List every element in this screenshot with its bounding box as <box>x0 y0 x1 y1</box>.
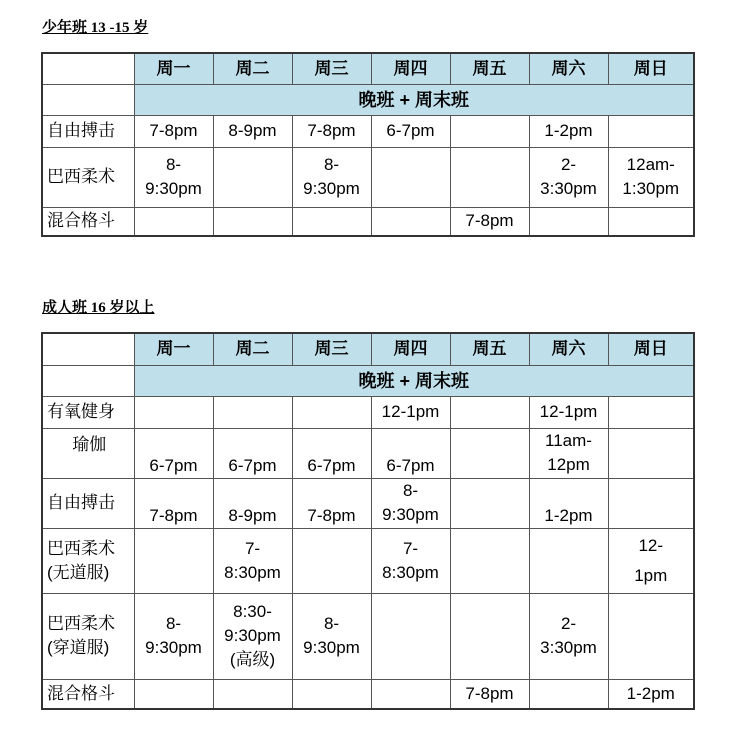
schedule-cell <box>450 396 529 428</box>
schedule-cell <box>608 478 694 528</box>
day-header-tue: 周二 <box>213 333 292 365</box>
row-label: 巴西柔术 <box>42 147 134 207</box>
schedule-cell: 6-7pm <box>292 428 371 478</box>
day-header-sat: 周六 <box>529 53 608 84</box>
schedule-cell: 8- 9:30pm <box>371 478 450 528</box>
schedule-cell: 1-2pm <box>608 679 694 709</box>
schedule-cell: 7-8pm <box>134 115 213 147</box>
schedule-cell: 6-7pm <box>371 428 450 478</box>
schedule-cell <box>529 679 608 709</box>
corner-cell <box>42 53 134 84</box>
row-label: 自由搏击 <box>42 115 134 147</box>
schedule-band: 晚班 + 周末班 <box>134 365 694 396</box>
schedule-cell <box>529 207 608 236</box>
schedule-cell: 1-2pm <box>529 478 608 528</box>
row-label: 自由搏击 <box>42 478 134 528</box>
schedule-cell <box>608 593 694 679</box>
teen-schedule-table <box>41 52 695 237</box>
schedule-cell: 7-8pm <box>134 478 213 528</box>
schedule-cell <box>292 679 371 709</box>
schedule-cell: 2- 3:30pm <box>529 593 608 679</box>
day-header-sun: 周日 <box>608 333 694 365</box>
schedule-cell: 7-8pm <box>292 478 371 528</box>
day-header-wed: 周三 <box>292 53 371 84</box>
day-header-mon: 周一 <box>134 333 213 365</box>
schedule-cell: 8- 9:30pm <box>292 147 371 207</box>
day-header-wed: 周三 <box>292 333 371 365</box>
schedule-cell <box>134 528 213 593</box>
schedule-cell <box>371 147 450 207</box>
schedule-cell <box>450 147 529 207</box>
schedule-cell: 8-9pm <box>213 115 292 147</box>
schedule-cell: 8- 9:30pm <box>292 593 371 679</box>
schedule-cell: 6-7pm <box>213 428 292 478</box>
schedule-cell <box>529 528 608 593</box>
schedule-cell <box>213 147 292 207</box>
schedule-cell <box>134 396 213 428</box>
schedule-cell: 7-8pm <box>450 679 529 709</box>
schedule-cell: 7-8pm <box>292 115 371 147</box>
day-header-fri: 周五 <box>450 53 529 84</box>
schedule-cell <box>292 396 371 428</box>
schedule-cell: 8- 9:30pm <box>134 593 213 679</box>
schedule-cell: 6-7pm <box>134 428 213 478</box>
schedule-cell <box>292 207 371 236</box>
schedule-cell: 12- 1pm <box>608 528 694 593</box>
row-label: 巴西柔术 (无道服) <box>42 528 134 593</box>
schedule-cell <box>213 396 292 428</box>
section-title-adult: 成人班 16 岁以上 <box>42 300 155 316</box>
schedule-cell: 2- 3:30pm <box>529 147 608 207</box>
row-label: 混合格斗 <box>42 207 134 236</box>
corner-cell <box>42 333 134 365</box>
row-label: 巴西柔术 (穿道服) <box>42 593 134 679</box>
row-label: 有氧健身 <box>42 396 134 428</box>
schedule-cell <box>450 593 529 679</box>
schedule-cell <box>450 428 529 478</box>
day-header-mon: 周一 <box>134 53 213 84</box>
schedule-cell <box>450 478 529 528</box>
schedule-cell <box>608 207 694 236</box>
day-header-sun: 周日 <box>608 53 694 84</box>
day-header-tue: 周二 <box>213 53 292 84</box>
section-title-teen: 少年班 13 -15 岁 <box>42 20 149 36</box>
schedule-cell <box>450 115 529 147</box>
adult-schedule-table <box>41 332 695 710</box>
schedule-cell <box>292 528 371 593</box>
row-label: 混合格斗 <box>42 679 134 709</box>
schedule-cell <box>134 679 213 709</box>
schedule-cell: 7-8pm <box>450 207 529 236</box>
schedule-cell <box>608 115 694 147</box>
schedule-cell <box>608 396 694 428</box>
schedule-cell: 7- 8:30pm <box>213 528 292 593</box>
schedule-cell: 7- 8:30pm <box>371 528 450 593</box>
schedule-cell <box>608 428 694 478</box>
day-header-thu: 周四 <box>371 53 450 84</box>
band-blank <box>42 84 134 115</box>
schedule-cell: 8-9pm <box>213 478 292 528</box>
schedule-cell: 1-2pm <box>529 115 608 147</box>
schedule-cell: 11am- 12pm <box>529 428 608 478</box>
schedule-cell <box>450 528 529 593</box>
schedule-cell: 12-1pm <box>371 396 450 428</box>
schedule-cell: 12am- 1:30pm <box>608 147 694 207</box>
schedule-cell: 12-1pm <box>529 396 608 428</box>
schedule-cell: 8- 9:30pm <box>134 147 213 207</box>
schedule-band: 晚班 + 周末班 <box>134 84 694 115</box>
schedule-cell: 8:30- 9:30pm (高级) <box>213 593 292 679</box>
row-label: 瑜伽 <box>42 428 134 478</box>
day-header-sat: 周六 <box>529 333 608 365</box>
schedule-cell <box>213 679 292 709</box>
schedule-cell: 6-7pm <box>371 115 450 147</box>
day-header-thu: 周四 <box>371 333 450 365</box>
band-blank <box>42 365 134 396</box>
day-header-fri: 周五 <box>450 333 529 365</box>
schedule-cell <box>371 593 450 679</box>
schedule-cell <box>213 207 292 236</box>
schedule-cell <box>371 679 450 709</box>
schedule-cell <box>134 207 213 236</box>
schedule-cell <box>371 207 450 236</box>
